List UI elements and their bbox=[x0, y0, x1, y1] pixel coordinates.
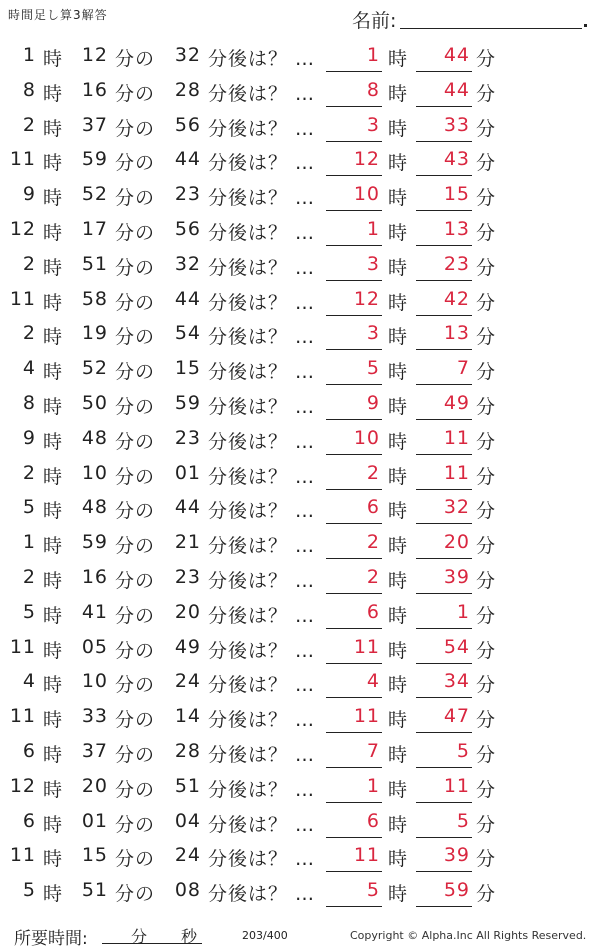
question-phrase: 分後は？ … bbox=[208, 778, 316, 801]
added-minutes: 56 bbox=[174, 217, 201, 240]
start-minute: 51 bbox=[81, 879, 108, 902]
problem-list bbox=[0, 38, 600, 908]
question-phrase: 分後は？ … bbox=[208, 465, 316, 488]
answer-hour: 12 bbox=[353, 148, 380, 171]
question-phrase: 分後は？ … bbox=[208, 48, 316, 70]
answer-hour-unit: 時 bbox=[388, 465, 409, 488]
start-minute: 12 bbox=[81, 44, 108, 66]
answer-minute-unit: 分 bbox=[476, 500, 497, 523]
answer-minute: 5 bbox=[456, 809, 470, 832]
answer-minute-unit: 分 bbox=[476, 82, 497, 105]
question-phrase: 分後は？ … bbox=[208, 535, 316, 558]
answer-minute: 47 bbox=[443, 705, 470, 728]
answer-minute: 39 bbox=[443, 844, 470, 867]
answer-hour: 11 bbox=[353, 705, 380, 728]
answer-minute-unit: 分 bbox=[476, 709, 497, 732]
answer-hour-unit: 時 bbox=[388, 430, 409, 453]
question-phrase: 分後は？ … bbox=[208, 187, 316, 210]
answer-minute-unit: 分 bbox=[476, 256, 497, 279]
answer-minute-unit: 分 bbox=[476, 535, 497, 558]
start-hour: 2 bbox=[22, 565, 36, 588]
start-hour: 8 bbox=[22, 78, 36, 101]
start-hour: 2 bbox=[22, 113, 36, 136]
answer-hour-unit: 時 bbox=[388, 813, 409, 836]
minute-of-label: 分の bbox=[115, 778, 156, 801]
hour-unit: 時 bbox=[43, 326, 64, 349]
hour-unit: 時 bbox=[43, 569, 64, 592]
answer-minute-unit: 分 bbox=[476, 778, 497, 801]
problem-row bbox=[0, 630, 600, 665]
problem-row bbox=[0, 386, 600, 421]
minute-of-label: 分の bbox=[115, 500, 156, 523]
start-minute: 16 bbox=[81, 78, 108, 101]
added-minutes: 24 bbox=[174, 670, 201, 693]
problem-row bbox=[0, 838, 600, 873]
hour-unit: 時 bbox=[43, 117, 64, 140]
question-phrase: 分後は？ … bbox=[208, 117, 316, 140]
start-hour: 12 bbox=[9, 774, 36, 797]
start-hour: 1 bbox=[22, 531, 36, 554]
minute-of-label: 分の bbox=[115, 569, 156, 592]
answer-minute-unit: 分 bbox=[476, 326, 497, 349]
added-minutes: 32 bbox=[174, 252, 201, 275]
question-phrase: 分後は？ … bbox=[208, 569, 316, 592]
answer-hour: 3 bbox=[366, 113, 380, 136]
question-phrase: 分後は？ … bbox=[208, 883, 316, 906]
worksheet-title: 時間足し算3解答 bbox=[8, 8, 108, 22]
start-minute: 20 bbox=[81, 774, 108, 797]
answer-hour: 2 bbox=[366, 531, 380, 554]
answer-hour: 7 bbox=[366, 739, 380, 762]
start-hour: 6 bbox=[22, 739, 36, 762]
added-minutes: 56 bbox=[174, 113, 201, 136]
added-minutes: 23 bbox=[174, 565, 201, 588]
answer-hour-unit: 時 bbox=[388, 535, 409, 558]
answer-hour-unit: 時 bbox=[388, 82, 409, 105]
problem-row bbox=[0, 769, 600, 804]
answer-hour: 3 bbox=[366, 252, 380, 275]
answer-hour-unit: 時 bbox=[388, 291, 409, 314]
problem-row bbox=[0, 247, 600, 282]
answer-minute-unit: 分 bbox=[476, 465, 497, 488]
question-phrase: 分後は？ … bbox=[208, 395, 316, 418]
hour-unit: 時 bbox=[43, 361, 64, 384]
start-minute: 10 bbox=[81, 461, 108, 484]
minute-of-label: 分の bbox=[115, 291, 156, 314]
hour-unit: 時 bbox=[43, 743, 64, 766]
answer-minute: 32 bbox=[443, 496, 470, 519]
start-minute: 33 bbox=[81, 705, 108, 728]
hour-unit: 時 bbox=[43, 535, 64, 558]
added-minutes: 23 bbox=[174, 183, 201, 206]
answer-minute: 11 bbox=[443, 426, 470, 449]
added-minutes: 23 bbox=[174, 426, 201, 449]
start-hour: 8 bbox=[22, 391, 36, 414]
answer-hour: 11 bbox=[353, 844, 380, 867]
added-minutes: 59 bbox=[174, 391, 201, 414]
answer-hour: 2 bbox=[366, 565, 380, 588]
minute-of-label: 分の bbox=[115, 465, 156, 488]
seconds-unit: 秒 bbox=[181, 927, 198, 946]
answer-hour-unit: 時 bbox=[388, 48, 409, 70]
question-phrase: 分後は？ … bbox=[208, 500, 316, 523]
answer-minute-unit: 分 bbox=[476, 187, 497, 210]
problem-row bbox=[0, 873, 600, 908]
minute-of-label: 分の bbox=[115, 430, 156, 453]
answer-hour-unit: 時 bbox=[388, 848, 409, 871]
answer-minute: 13 bbox=[443, 322, 470, 345]
minute-of-label: 分の bbox=[115, 117, 156, 140]
answer-minute-unit: 分 bbox=[476, 48, 497, 70]
name-label: 名前: bbox=[352, 10, 397, 32]
hour-unit: 時 bbox=[43, 430, 64, 453]
answer-minute-unit: 分 bbox=[476, 117, 497, 140]
added-minutes: 44 bbox=[174, 287, 201, 310]
answer-hour: 4 bbox=[366, 670, 380, 693]
added-minutes: 44 bbox=[174, 148, 201, 171]
start-minute: 15 bbox=[81, 844, 108, 867]
minute-of-label: 分の bbox=[115, 674, 156, 697]
answer-minute: 44 bbox=[443, 78, 470, 101]
answer-minute-unit: 分 bbox=[476, 395, 497, 418]
minute-of-label: 分の bbox=[115, 848, 156, 871]
hour-unit: 時 bbox=[43, 48, 64, 70]
problem-row bbox=[0, 282, 600, 317]
question-phrase: 分後は？ … bbox=[208, 430, 316, 453]
answer-minute: 20 bbox=[443, 531, 470, 554]
minute-of-label: 分の bbox=[115, 221, 156, 244]
hour-unit: 時 bbox=[43, 604, 64, 627]
start-hour: 9 bbox=[22, 426, 36, 449]
minute-of-label: 分の bbox=[115, 709, 156, 732]
start-minute: 58 bbox=[81, 287, 108, 310]
answer-minute-unit: 分 bbox=[476, 743, 497, 766]
added-minutes: 44 bbox=[174, 496, 201, 519]
added-minutes: 32 bbox=[174, 44, 201, 66]
answer-minute: 5 bbox=[456, 739, 470, 762]
question-phrase: 分後は？ … bbox=[208, 361, 316, 384]
start-hour: 4 bbox=[22, 357, 36, 380]
answer-minute: 54 bbox=[443, 635, 470, 658]
start-minute: 52 bbox=[81, 357, 108, 380]
start-minute: 10 bbox=[81, 670, 108, 693]
question-phrase: 分後は？ … bbox=[208, 256, 316, 279]
start-hour: 11 bbox=[9, 705, 36, 728]
added-minutes: 51 bbox=[174, 774, 201, 797]
problem-row bbox=[0, 734, 600, 769]
problem-row bbox=[0, 421, 600, 456]
start-hour: 4 bbox=[22, 670, 36, 693]
start-minute: 01 bbox=[81, 809, 108, 832]
answer-minute-unit: 分 bbox=[476, 813, 497, 836]
answer-hour-unit: 時 bbox=[388, 639, 409, 662]
answer-hour-unit: 時 bbox=[388, 569, 409, 592]
hour-unit: 時 bbox=[43, 256, 64, 279]
answer-hour: 11 bbox=[353, 635, 380, 658]
problem-row bbox=[0, 351, 600, 386]
problem-row bbox=[0, 664, 600, 699]
hour-unit: 時 bbox=[43, 639, 64, 662]
answer-hour: 1 bbox=[366, 774, 380, 797]
added-minutes: 24 bbox=[174, 844, 201, 867]
problem-row bbox=[0, 804, 600, 839]
answer-hour: 6 bbox=[366, 496, 380, 519]
hour-unit: 時 bbox=[43, 152, 64, 175]
problem-row bbox=[0, 73, 600, 108]
hour-unit: 時 bbox=[43, 709, 64, 732]
answer-hour: 6 bbox=[366, 809, 380, 832]
start-hour: 1 bbox=[22, 44, 36, 66]
minute-of-label: 分の bbox=[115, 639, 156, 662]
added-minutes: 08 bbox=[174, 879, 201, 902]
answer-hour-unit: 時 bbox=[388, 395, 409, 418]
answer-minute-unit: 分 bbox=[476, 221, 497, 244]
answer-minute-line bbox=[416, 906, 472, 907]
added-minutes: 14 bbox=[174, 705, 201, 728]
added-minutes: 28 bbox=[174, 78, 201, 101]
added-minutes: 28 bbox=[174, 739, 201, 762]
minute-of-label: 分の bbox=[115, 48, 156, 70]
answer-hour: 2 bbox=[366, 461, 380, 484]
answer-hour: 12 bbox=[353, 287, 380, 310]
answer-minute: 13 bbox=[443, 217, 470, 240]
start-minute: 37 bbox=[81, 739, 108, 762]
copyright-text: Copyright © Alpha.Inc All Rights Reserved. bbox=[350, 929, 587, 942]
answer-hour-unit: 時 bbox=[388, 604, 409, 627]
problem-row bbox=[0, 595, 600, 630]
start-minute: 17 bbox=[81, 217, 108, 240]
answer-minute: 39 bbox=[443, 565, 470, 588]
minute-of-label: 分の bbox=[115, 743, 156, 766]
minute-of-label: 分の bbox=[115, 187, 156, 210]
answer-hour-unit: 時 bbox=[388, 778, 409, 801]
start-hour: 5 bbox=[22, 496, 36, 519]
answer-minute-unit: 分 bbox=[476, 430, 497, 453]
answer-minute-unit: 分 bbox=[476, 569, 497, 592]
answer-minute-unit: 分 bbox=[476, 674, 497, 697]
hour-unit: 時 bbox=[43, 848, 64, 871]
minute-of-label: 分の bbox=[115, 813, 156, 836]
answer-hour-unit: 時 bbox=[388, 500, 409, 523]
answer-minute-unit: 分 bbox=[476, 639, 497, 662]
answer-hour-unit: 時 bbox=[388, 221, 409, 244]
answer-minute: 11 bbox=[443, 774, 470, 797]
hour-unit: 時 bbox=[43, 187, 64, 210]
hour-unit: 時 bbox=[43, 500, 64, 523]
added-minutes: 04 bbox=[174, 809, 201, 832]
answer-minute-unit: 分 bbox=[476, 848, 497, 871]
answer-hour-unit: 時 bbox=[388, 256, 409, 279]
answer-hour: 8 bbox=[366, 78, 380, 101]
answer-minute: 1 bbox=[456, 600, 470, 623]
start-hour: 2 bbox=[22, 322, 36, 345]
start-hour: 2 bbox=[22, 252, 36, 275]
page-number: 203/400 bbox=[242, 929, 288, 942]
start-hour: 2 bbox=[22, 461, 36, 484]
problem-row bbox=[0, 525, 600, 560]
start-minute: 59 bbox=[81, 531, 108, 554]
start-hour: 11 bbox=[9, 148, 36, 171]
question-phrase: 分後は？ … bbox=[208, 82, 316, 105]
start-hour: 12 bbox=[9, 217, 36, 240]
added-minutes: 49 bbox=[174, 635, 201, 658]
minute-of-label: 分の bbox=[115, 361, 156, 384]
problem-row bbox=[0, 38, 600, 73]
answer-minute: 15 bbox=[443, 183, 470, 206]
minutes-unit: 分 bbox=[131, 927, 148, 946]
answer-hour: 9 bbox=[366, 391, 380, 414]
start-minute: 16 bbox=[81, 565, 108, 588]
question-phrase: 分後は？ … bbox=[208, 604, 316, 627]
minute-of-label: 分の bbox=[115, 152, 156, 175]
answer-minute: 11 bbox=[443, 461, 470, 484]
question-phrase: 分後は？ … bbox=[208, 152, 316, 175]
added-minutes: 21 bbox=[174, 531, 201, 554]
name-area bbox=[352, 6, 592, 32]
problem-row bbox=[0, 108, 600, 143]
start-minute: 52 bbox=[81, 183, 108, 206]
question-phrase: 分後は？ … bbox=[208, 709, 316, 732]
start-minute: 48 bbox=[81, 426, 108, 449]
answer-hour: 10 bbox=[353, 426, 380, 449]
question-phrase: 分後は？ … bbox=[208, 848, 316, 871]
minute-of-label: 分の bbox=[115, 395, 156, 418]
question-phrase: 分後は？ … bbox=[208, 221, 316, 244]
hour-unit: 時 bbox=[43, 291, 64, 314]
start-hour: 5 bbox=[22, 879, 36, 902]
hour-unit: 時 bbox=[43, 221, 64, 244]
answer-hour-unit: 時 bbox=[388, 361, 409, 384]
question-phrase: 分後は？ … bbox=[208, 743, 316, 766]
start-hour: 11 bbox=[9, 635, 36, 658]
answer-hour: 6 bbox=[366, 600, 380, 623]
problem-row bbox=[0, 177, 600, 212]
minute-of-label: 分の bbox=[115, 82, 156, 105]
answer-minute: 43 bbox=[443, 148, 470, 171]
answer-hour-unit: 時 bbox=[388, 709, 409, 732]
answer-minute-unit: 分 bbox=[476, 883, 497, 906]
answer-minute-unit: 分 bbox=[476, 291, 497, 314]
start-hour: 5 bbox=[22, 600, 36, 623]
hour-unit: 時 bbox=[43, 813, 64, 836]
name-end-dot bbox=[584, 24, 587, 27]
answer-hour: 3 bbox=[366, 322, 380, 345]
answer-hour-unit: 時 bbox=[388, 152, 409, 175]
answer-hour-unit: 時 bbox=[388, 187, 409, 210]
answer-hour: 1 bbox=[366, 217, 380, 240]
question-phrase: 分後は？ … bbox=[208, 674, 316, 697]
start-minute: 19 bbox=[81, 322, 108, 345]
answer-hour-unit: 時 bbox=[388, 743, 409, 766]
minute-of-label: 分の bbox=[115, 256, 156, 279]
hour-unit: 時 bbox=[43, 674, 64, 697]
answer-hour-unit: 時 bbox=[388, 326, 409, 349]
start-minute: 37 bbox=[81, 113, 108, 136]
start-hour: 11 bbox=[9, 844, 36, 867]
footer bbox=[0, 920, 600, 949]
problem-row bbox=[0, 316, 600, 351]
added-minutes: 01 bbox=[174, 461, 201, 484]
answer-minute-unit: 分 bbox=[476, 604, 497, 627]
added-minutes: 20 bbox=[174, 600, 201, 623]
hour-unit: 時 bbox=[43, 778, 64, 801]
problem-row bbox=[0, 490, 600, 525]
problem-row bbox=[0, 456, 600, 491]
answer-minute: 34 bbox=[443, 670, 470, 693]
problem-row bbox=[0, 699, 600, 734]
answer-hour: 10 bbox=[353, 183, 380, 206]
answer-minute: 59 bbox=[443, 879, 470, 902]
answer-hour: 1 bbox=[366, 44, 380, 66]
question-phrase: 分後は？ … bbox=[208, 639, 316, 662]
answer-hour-unit: 時 bbox=[388, 674, 409, 697]
added-minutes: 54 bbox=[174, 322, 201, 345]
start-minute: 50 bbox=[81, 391, 108, 414]
answer-minute: 23 bbox=[443, 252, 470, 275]
answer-minute-unit: 分 bbox=[476, 361, 497, 384]
hour-unit: 時 bbox=[43, 883, 64, 906]
start-hour: 9 bbox=[22, 183, 36, 206]
start-hour: 6 bbox=[22, 809, 36, 832]
start-minute: 51 bbox=[81, 252, 108, 275]
problem-row bbox=[0, 560, 600, 595]
answer-minute: 42 bbox=[443, 287, 470, 310]
hour-unit: 時 bbox=[43, 82, 64, 105]
answer-hour-unit: 時 bbox=[388, 883, 409, 906]
answer-minute: 44 bbox=[443, 44, 470, 66]
answer-minute-unit: 分 bbox=[476, 152, 497, 175]
minute-of-label: 分の bbox=[115, 883, 156, 906]
start-minute: 41 bbox=[81, 600, 108, 623]
added-minutes: 15 bbox=[174, 357, 201, 380]
time-required-label: 所要時間: bbox=[14, 929, 88, 949]
question-phrase: 分後は？ … bbox=[208, 291, 316, 314]
question-phrase: 分後は？ … bbox=[208, 326, 316, 349]
question-phrase: 分後は？ … bbox=[208, 813, 316, 836]
answer-hour-unit: 時 bbox=[388, 117, 409, 140]
answer-hour: 5 bbox=[366, 879, 380, 902]
hour-unit: 時 bbox=[43, 395, 64, 418]
start-minute: 48 bbox=[81, 496, 108, 519]
problem-row bbox=[0, 212, 600, 247]
problem-row bbox=[0, 142, 600, 177]
start-hour: 11 bbox=[9, 287, 36, 310]
minute-of-label: 分の bbox=[115, 326, 156, 349]
answer-hour-line bbox=[326, 906, 382, 907]
answer-minute: 49 bbox=[443, 391, 470, 414]
start-minute: 59 bbox=[81, 148, 108, 171]
minute-of-label: 分の bbox=[115, 604, 156, 627]
minute-of-label: 分の bbox=[115, 535, 156, 558]
answer-hour: 5 bbox=[366, 357, 380, 380]
hour-unit: 時 bbox=[43, 465, 64, 488]
start-minute: 05 bbox=[81, 635, 108, 658]
answer-minute: 33 bbox=[443, 113, 470, 136]
answer-minute: 7 bbox=[456, 357, 470, 380]
name-underline bbox=[400, 28, 582, 29]
